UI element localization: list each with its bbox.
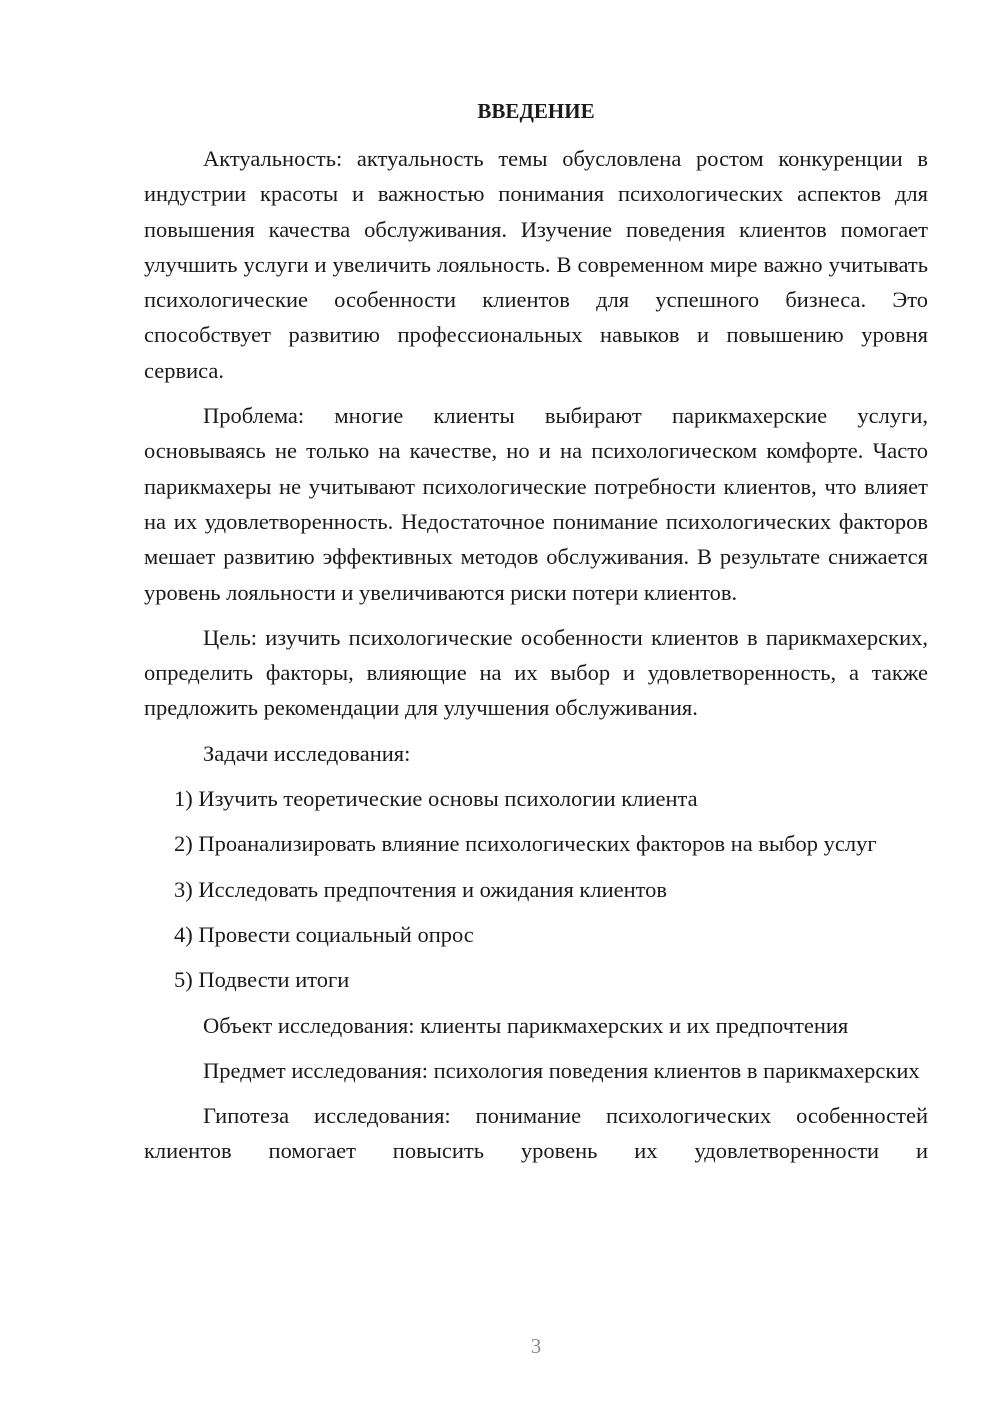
section-title: ВВЕДЕНИЕ — [477, 99, 595, 123]
task-item-4: 4) Провести социальный опрос — [174, 921, 474, 947]
goal-paragraph: Цель: изучить психологические особенности клиентов в парикмахерских, определить факторы, влияющие на их выбор и удовлетворенность, а также предложить рекомендации для улучшения обслуживания. — [144, 624, 928, 721]
relevance-paragraph: Актуальность: актуальность темы обусловлена ростом конкуренции в индустрии красоты и важностью понимания психологических аспектов для повышения качества обслуживания. Изучение поведения клиентов помогает улучшить услуги и увеличить лояльность. В современном мире важно учитывать психологические особенности клиентов для успешного бизнеса. Это способствует развитию профессиональных навыков и повышению уровня сервиса. — [144, 146, 928, 383]
problem-paragraph: Проблема: многие клиенты выбирают парикмахерские услуги, основываясь не только на качестве, но и на психологическом комфорте. Часто парикмахеры не учитывают психологические потребности клиентов, что влияет на их удовлетворенность. Недостаточное понимание психологических факторов мешает развитию эффективных методов обслуживания. В результате снижается уровень лояльности и увеличиваются риски потери клиентов. — [144, 403, 928, 605]
page-number: 3 — [530, 1334, 542, 1358]
hypothesis-paragraph: Гипотеза исследования: понимание психологических особенностей клиентов помогает повысить уровень их удовлетворенности и — [144, 1103, 928, 1164]
research-object-paragraph: Объект исследования: клиенты парикмахерских и их предпочтения — [203, 1012, 849, 1038]
task-item-1: 1) Изучить теоретические основы психологии клиента — [174, 786, 698, 812]
task-item-2: 2) Проанализировать влияние психологических факторов на выбор услуг — [174, 831, 877, 857]
task-item-3: 3) Исследовать предпочтения и ожидания клиентов — [174, 876, 668, 902]
document-body — [144, 141, 928, 1179]
task-item-5: 5) Подвести итоги — [174, 967, 350, 993]
research-subject-paragraph: Предмет исследования: психология поведения клиентов в парикмахерских — [203, 1057, 920, 1083]
tasks-heading: Задачи исследования: — [203, 740, 411, 766]
